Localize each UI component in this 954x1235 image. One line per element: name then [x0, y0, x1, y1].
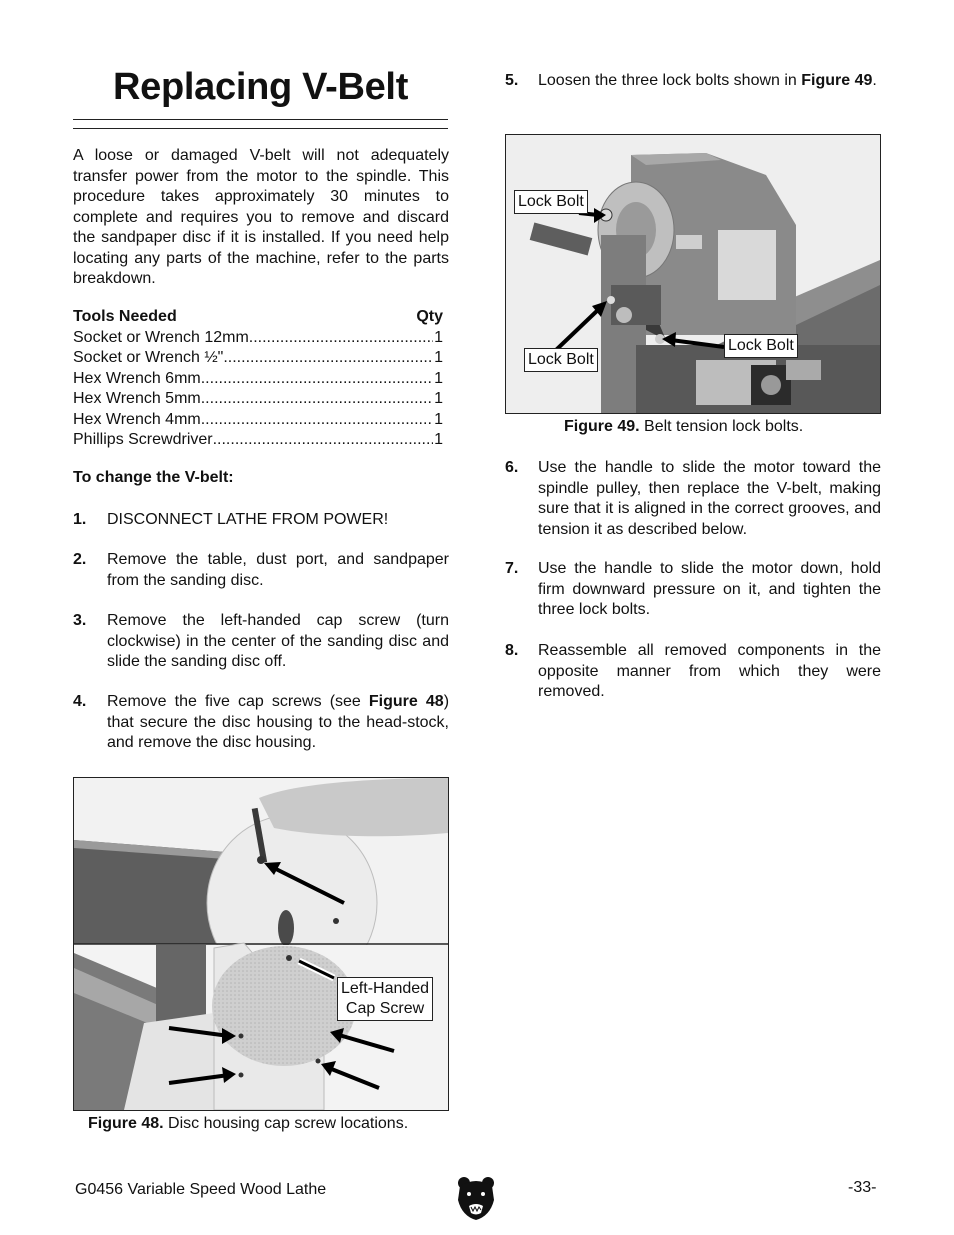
figure-48-photo [74, 778, 448, 1110]
figure-48-image [73, 777, 449, 1111]
tools-table [73, 307, 443, 451]
callout-lock-bolt-bottom-left: Lock Bolt [524, 348, 598, 372]
tool-row: Hex Wrench 5mm ..... 1 [73, 389, 443, 410]
tool-row: Hex Wrench 4mm ..... 1 [73, 410, 443, 431]
footer-model: G0456 Variable Speed Wood Lathe [75, 1181, 327, 1198]
tool-row: Socket or Wrench 12mm ..... 1 [73, 328, 443, 349]
figure-49-caption: Figure 49. Belt tension lock bolts. [564, 418, 804, 435]
tools-header [73, 307, 443, 328]
tools-header-qty: Qty [416, 308, 443, 325]
page-title: Replacing V-Belt [113, 66, 409, 108]
intro-paragraph: A loose or damaged V-belt will not adequately transfer power from the motor to the spindle. This procedure takes approximately 30 minutes to complete and requires you to remove and discard the sandpaper disc if it is installed. If you need help locating any parts of the machine, refer to the parts breakdown. [73, 147, 449, 287]
footer-page-number: -33- [848, 1179, 877, 1196]
title-rule-bottom [73, 128, 448, 129]
grizzly-bear-logo-icon [456, 1176, 496, 1220]
figure-48-caption: Figure 48. Disc housing cap screw locations. [88, 1115, 409, 1132]
figure-49-image [505, 134, 881, 414]
tools-header-name: Tools Needed [73, 308, 177, 325]
callout-lock-bolt-right: Lock Bolt [724, 334, 798, 358]
callout-lock-bolt-top: Lock Bolt [514, 190, 588, 214]
procedure-heading: To change the V-belt: [73, 469, 234, 486]
tool-row: Phillips Screwdriver ..... 1 [73, 430, 443, 451]
title-rule-top [73, 119, 448, 120]
figure-49-ref: Figure 49 [801, 72, 873, 89]
tool-row: Socket or Wrench ½" ..... 1 [73, 348, 443, 369]
figure-48-ref: Figure 48 [368, 693, 444, 710]
callout-left-handed-cap-screw: Left-Handed Cap Screw [337, 977, 433, 1021]
tool-row: Hex Wrench 6mm ..... 1 [73, 369, 443, 390]
